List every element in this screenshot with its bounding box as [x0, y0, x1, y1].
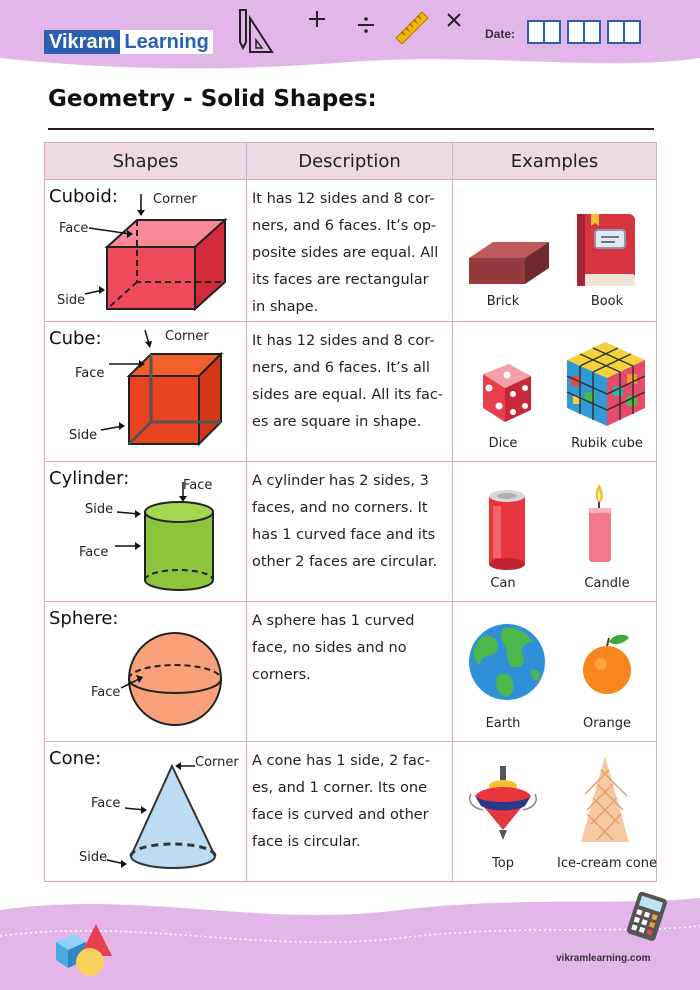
- date-box[interactable]: [583, 20, 601, 44]
- examples-cell: [453, 180, 657, 322]
- label-face: Face: [91, 796, 121, 811]
- shape-cell: [45, 602, 247, 742]
- date-year[interactable]: [607, 20, 641, 44]
- example-item: [453, 322, 553, 461]
- table-header-row: [45, 143, 657, 180]
- date-box[interactable]: [543, 20, 561, 44]
- example-label: Orange: [582, 716, 632, 731]
- ice-cream-cone-icon: [557, 750, 657, 850]
- example-label: Rubik cube: [571, 436, 643, 451]
- example-item: [557, 322, 657, 461]
- rubik-cube-icon: [557, 334, 657, 434]
- description-text: A cylinder has 2 sides, 3 faces, and no corners. It has 1 curved face and its other 2 faces are circular.: [252, 473, 438, 570]
- label-side: Side: [79, 850, 108, 865]
- example-label: Brick: [486, 294, 520, 309]
- brick-icon: [453, 200, 553, 300]
- date-label: Date:: [485, 27, 516, 41]
- shape-name: Cone:: [49, 748, 102, 769]
- example-item: [557, 602, 657, 741]
- shape-cell: [45, 742, 247, 882]
- label-corner: Corner: [165, 329, 209, 344]
- example-label: Book: [590, 294, 624, 309]
- example-item: [453, 180, 553, 319]
- logo-part1: Vikram: [44, 30, 120, 54]
- logo: [44, 30, 213, 54]
- description-text: It has 12 sides and 8 cor-ners, and 6 faces. It’s op-posite sides are equal. All its faces are rectangular in shape.: [252, 191, 439, 315]
- date-box[interactable]: [623, 20, 641, 44]
- title-rule: [48, 128, 654, 130]
- candle-icon: [557, 476, 657, 576]
- description-cell: [247, 322, 453, 462]
- divide-icon: [357, 16, 375, 34]
- table-row: [45, 462, 657, 602]
- earth-icon: [453, 610, 553, 710]
- plus-icon: [308, 10, 326, 28]
- date-month[interactable]: [567, 20, 601, 44]
- example-item: [453, 462, 553, 601]
- description-text: It has 12 sides and 8 cor-ners, and 6 faces. It’s all sides are equal. All its fac-es are square in shape.: [252, 333, 444, 430]
- example-label: Earth: [485, 716, 521, 731]
- logo-part2: Learning: [120, 30, 212, 54]
- shape-name: Cuboid:: [49, 186, 118, 207]
- dice-icon: [453, 342, 553, 442]
- label-face: Face: [59, 221, 89, 236]
- example-label: Candle: [584, 576, 630, 591]
- label-face: Face: [91, 685, 121, 700]
- description-text: A cone has 1 side, 2 fac-es, and 1 corner. Its one face is curved and other face is circular.: [252, 753, 431, 850]
- example-label: Dice: [488, 436, 518, 451]
- calculator-icon: [622, 890, 670, 942]
- ruler-icon: [394, 8, 430, 44]
- shape-cell: [45, 180, 247, 322]
- label-corner: Corner: [153, 192, 197, 207]
- examples-cell: [453, 462, 657, 602]
- example-label: Can: [490, 576, 516, 591]
- date-boxes: [527, 20, 641, 44]
- label-side: Side: [85, 502, 114, 517]
- example-item: [557, 742, 657, 881]
- shape-cell: [45, 322, 247, 462]
- description-text: A sphere has 1 curved face, no sides and no corners.: [252, 613, 415, 683]
- table-row: [45, 602, 657, 742]
- description-cell: [247, 462, 453, 602]
- table-row: [45, 180, 657, 322]
- example-label: Top: [492, 856, 514, 871]
- shape-name: Cube:: [49, 328, 102, 349]
- description-cell: [247, 742, 453, 882]
- examples-cell: [453, 742, 657, 882]
- example-item: [453, 742, 553, 881]
- label-face-top: Face: [183, 478, 213, 493]
- label-side: Side: [57, 293, 86, 308]
- label-corner: Corner: [195, 755, 239, 770]
- examples-cell: [453, 602, 657, 742]
- label-face: Face: [79, 545, 109, 560]
- example-label: Ice-cream cone: [557, 856, 657, 871]
- shape-name: Cylinder:: [49, 468, 130, 489]
- example-item: [557, 180, 657, 319]
- table-row: [45, 322, 657, 462]
- can-icon: [453, 476, 553, 576]
- date-day[interactable]: [527, 20, 561, 44]
- pencil-ruler-icon: [232, 8, 276, 54]
- example-item: [453, 602, 553, 741]
- description-cell: [247, 180, 453, 322]
- orange-icon: [557, 612, 657, 712]
- column-header-shapes: Shapes: [45, 143, 247, 180]
- shapes-cluster-icon: [50, 920, 116, 980]
- shape-cell: [45, 462, 247, 602]
- examples-cell: [453, 322, 657, 462]
- label-side: Side: [69, 428, 98, 443]
- table-row: [45, 742, 657, 882]
- multiply-icon: [446, 12, 462, 28]
- shape-name: Sphere:: [49, 608, 119, 629]
- shapes-table: [44, 142, 657, 882]
- example-item: [557, 462, 657, 601]
- description-cell: [247, 602, 453, 742]
- column-header-examples: Examples: [453, 143, 657, 180]
- spinning-top-icon: [453, 754, 553, 854]
- book-icon: [557, 200, 657, 300]
- page-title: Geometry - Solid Shapes:: [48, 86, 377, 112]
- column-header-description: Description: [247, 143, 453, 180]
- label-face: Face: [75, 366, 105, 381]
- site-url[interactable]: vikramlearning.com: [556, 953, 651, 964]
